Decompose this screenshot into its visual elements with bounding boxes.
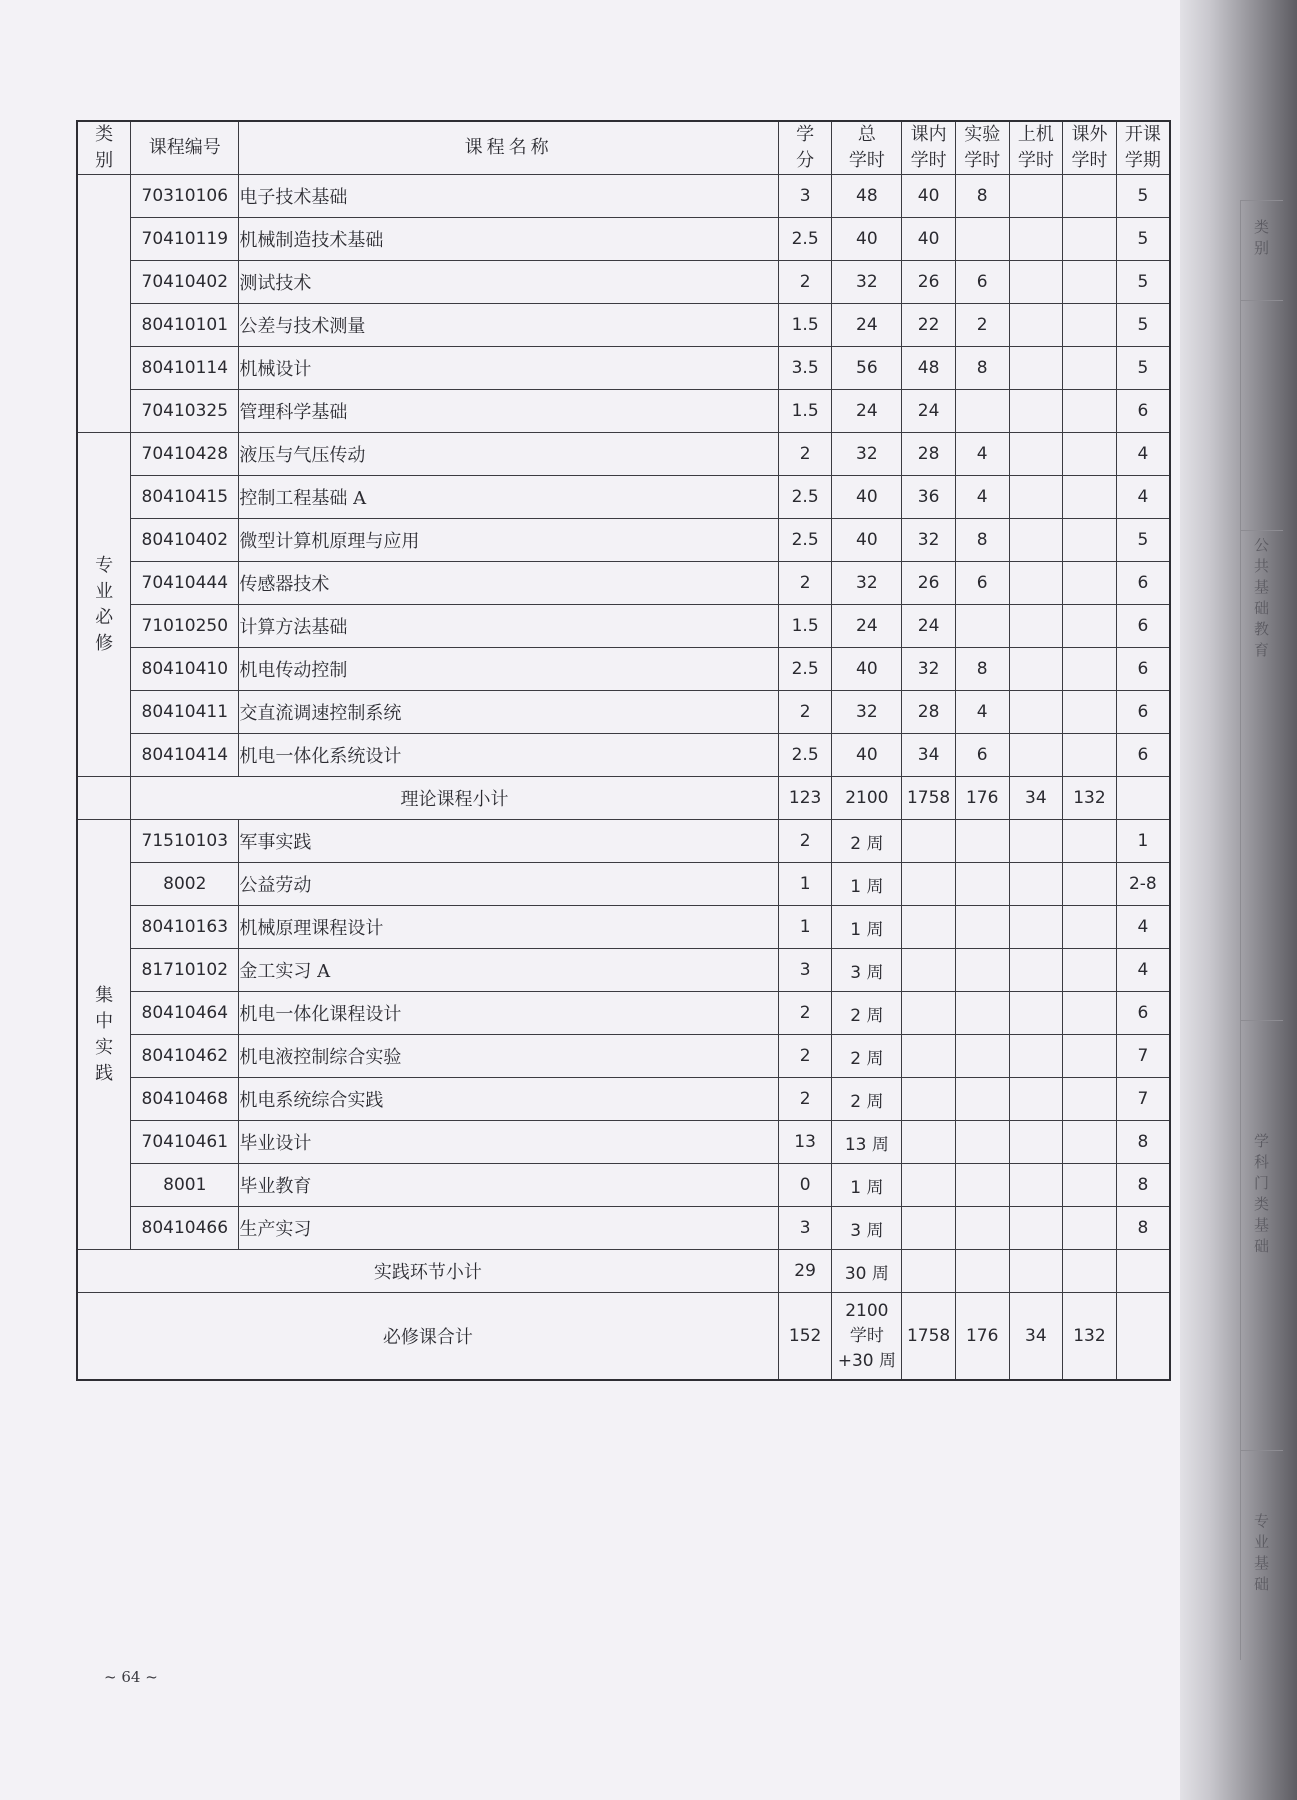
lab-hours-cell <box>955 605 1009 648</box>
course-name: 控制工程基础 A <box>239 476 778 519</box>
semester-cell: 6 <box>1116 390 1170 433</box>
credits-cell: 2.5 <box>778 519 832 562</box>
computer-hours-cell <box>1009 476 1063 519</box>
side-label-category: 类 别 <box>1241 200 1283 287</box>
total-hours-cell: 1 周 <box>832 906 902 949</box>
lab-hours-cell <box>955 218 1009 261</box>
lab-hours-cell: 8 <box>955 347 1009 390</box>
course-name: 机电系统综合实践 <box>239 1078 778 1121</box>
extra-hours-cell <box>1063 218 1117 261</box>
table-row <box>77 261 1170 304</box>
extra-hours-cell <box>1063 691 1117 734</box>
header-class-hours: 课内 学时 <box>902 121 956 175</box>
credits-cell: 3 <box>778 175 832 218</box>
class-hours-cell: 34 <box>902 734 956 777</box>
extra-hours-cell <box>1063 863 1117 906</box>
extra-hours-cell <box>1063 820 1117 863</box>
lab-hours-cell <box>955 1121 1009 1164</box>
class-hours-cell <box>902 1164 956 1207</box>
computer-hours-cell <box>1009 304 1063 347</box>
lab-hours-cell: 176 <box>955 1293 1009 1381</box>
total-hours-cell: 1 周 <box>832 1164 902 1207</box>
lab-hours-cell <box>955 1164 1009 1207</box>
class-hours-cell: 24 <box>902 390 956 433</box>
lab-hours-cell: 8 <box>955 519 1009 562</box>
course-name: 毕业教育 <box>239 1164 778 1207</box>
lab-hours-cell: 6 <box>955 261 1009 304</box>
total-hours-cell: 2100 学时 +30 周 <box>832 1293 902 1381</box>
course-name: 计算方法基础 <box>239 605 778 648</box>
course-code: 8001 <box>131 1164 239 1207</box>
credits-cell: 29 <box>778 1250 832 1293</box>
computer-hours-cell <box>1009 347 1063 390</box>
total-hours-cell: 24 <box>832 390 902 433</box>
table-row <box>77 691 1170 734</box>
lab-hours-cell: 8 <box>955 648 1009 691</box>
extra-hours-cell <box>1063 1207 1117 1250</box>
course-code: 80410411 <box>131 691 239 734</box>
practice-subtotal-row <box>77 1250 1170 1293</box>
extra-hours-cell <box>1063 476 1117 519</box>
credits-cell: 2.5 <box>778 648 832 691</box>
empty-cell <box>1009 1250 1063 1293</box>
course-code: 80410414 <box>131 734 239 777</box>
course-code: 70410461 <box>131 1121 239 1164</box>
credits-cell: 123 <box>778 777 832 820</box>
computer-hours-cell <box>1009 433 1063 476</box>
class-hours-cell <box>902 992 956 1035</box>
computer-hours-cell <box>1009 863 1063 906</box>
class-hours-cell <box>902 1207 956 1250</box>
class-hours-cell: 26 <box>902 261 956 304</box>
course-name: 机电一体化课程设计 <box>239 992 778 1035</box>
course-name: 机械制造技术基础 <box>239 218 778 261</box>
semester-cell: 5 <box>1116 304 1170 347</box>
credits-cell: 13 <box>778 1121 832 1164</box>
total-hours-cell: 56 <box>832 347 902 390</box>
total-hours-cell: 32 <box>832 433 902 476</box>
class-hours-cell <box>902 949 956 992</box>
lab-hours-cell: 176 <box>955 777 1009 820</box>
empty-cell <box>902 1250 956 1293</box>
course-name: 电子技术基础 <box>239 175 778 218</box>
course-code: 70410402 <box>131 261 239 304</box>
computer-hours-cell <box>1009 261 1063 304</box>
semester-cell: 5 <box>1116 347 1170 390</box>
extra-hours-cell <box>1063 906 1117 949</box>
computer-hours-cell: 34 <box>1009 777 1063 820</box>
total-hours-cell: 2 周 <box>832 820 902 863</box>
computer-hours-cell <box>1009 1035 1063 1078</box>
course-name: 机械原理课程设计 <box>239 906 778 949</box>
class-hours-cell <box>902 906 956 949</box>
total-hours-cell: 32 <box>832 261 902 304</box>
total-hours-cell: 13 周 <box>832 1121 902 1164</box>
course-name: 金工实习 A <box>239 949 778 992</box>
credits-cell: 2.5 <box>778 734 832 777</box>
class-hours-cell: 40 <box>902 218 956 261</box>
semester-cell: 5 <box>1116 519 1170 562</box>
course-plan-table <box>76 120 1171 1381</box>
extra-hours-cell <box>1063 648 1117 691</box>
table-row <box>77 1164 1170 1207</box>
extra-hours-cell <box>1063 519 1117 562</box>
computer-hours-cell <box>1009 1078 1063 1121</box>
empty-cell <box>1116 1250 1170 1293</box>
header-total-hours: 总 学时 <box>832 121 902 175</box>
credits-cell: 2 <box>778 820 832 863</box>
class-hours-cell: 28 <box>902 433 956 476</box>
table-row <box>77 820 1170 863</box>
total-hours-cell: 24 <box>832 605 902 648</box>
extra-hours-cell <box>1063 1035 1117 1078</box>
total-hours-cell: 3 周 <box>832 1207 902 1250</box>
total-hours-cell: 1 周 <box>832 863 902 906</box>
extra-hours-cell: 132 <box>1063 1293 1117 1381</box>
table-row <box>77 304 1170 347</box>
total-hours-cell: 40 <box>832 519 902 562</box>
course-code: 70410444 <box>131 562 239 605</box>
header-credits: 学 分 <box>778 121 832 175</box>
computer-hours-cell <box>1009 519 1063 562</box>
extra-hours-cell <box>1063 261 1117 304</box>
table-row <box>77 605 1170 648</box>
header-extra-hours: 课外 学时 <box>1063 121 1117 175</box>
course-code: 70410325 <box>131 390 239 433</box>
class-hours-cell <box>902 820 956 863</box>
total-hours-cell: 40 <box>832 648 902 691</box>
table-row <box>77 175 1170 218</box>
total-hours-cell: 32 <box>832 691 902 734</box>
class-hours-cell: 48 <box>902 347 956 390</box>
class-hours-cell: 32 <box>902 519 956 562</box>
header-name: 课程名称 <box>239 121 778 175</box>
total-hours-cell: 3 周 <box>832 949 902 992</box>
extra-hours-cell <box>1063 1121 1117 1164</box>
extra-hours-cell <box>1063 1164 1117 1207</box>
table-row <box>77 734 1170 777</box>
lab-hours-cell <box>955 863 1009 906</box>
table-row <box>77 218 1170 261</box>
course-code: 80410114 <box>131 347 239 390</box>
semester-cell: 5 <box>1116 175 1170 218</box>
extra-hours-cell <box>1063 433 1117 476</box>
computer-hours-cell: 34 <box>1009 1293 1063 1381</box>
course-name: 机电传动控制 <box>239 648 778 691</box>
lab-hours-cell <box>955 949 1009 992</box>
credits-cell: 152 <box>778 1293 832 1381</box>
total-hours-cell: 2 周 <box>832 1035 902 1078</box>
class-hours-cell: 1758 <box>902 777 956 820</box>
course-name: 液压与气压传动 <box>239 433 778 476</box>
table-row <box>77 562 1170 605</box>
extra-hours-cell <box>1063 175 1117 218</box>
lab-hours-cell: 8 <box>955 175 1009 218</box>
lab-hours-cell <box>955 390 1009 433</box>
course-code: 80410410 <box>131 648 239 691</box>
course-code: 71510103 <box>131 820 239 863</box>
computer-hours-cell <box>1009 906 1063 949</box>
lab-hours-cell: 4 <box>955 476 1009 519</box>
total-hours-cell: 40 <box>832 734 902 777</box>
course-code: 80410464 <box>131 992 239 1035</box>
course-name: 管理科学基础 <box>239 390 778 433</box>
credits-cell: 3 <box>778 949 832 992</box>
computer-hours-cell <box>1009 820 1063 863</box>
total-hours-cell: 40 <box>832 218 902 261</box>
semester-cell: 6 <box>1116 605 1170 648</box>
semester-cell: 8 <box>1116 1207 1170 1250</box>
class-hours-cell: 32 <box>902 648 956 691</box>
course-name: 测试技术 <box>239 261 778 304</box>
total-hours-cell: 40 <box>832 476 902 519</box>
course-name: 毕业设计 <box>239 1121 778 1164</box>
class-hours-cell: 24 <box>902 605 956 648</box>
course-code: 70310106 <box>131 175 239 218</box>
header-code: 课程编号 <box>131 121 239 175</box>
page-number: ~ 64 ~ <box>104 1668 158 1686</box>
computer-hours-cell <box>1009 605 1063 648</box>
course-code: 71010250 <box>131 605 239 648</box>
credits-cell: 3.5 <box>778 347 832 390</box>
lab-hours-cell: 4 <box>955 691 1009 734</box>
course-code: 80410101 <box>131 304 239 347</box>
credits-cell: 2 <box>778 261 832 304</box>
table-row <box>77 1035 1170 1078</box>
lab-hours-cell <box>955 1078 1009 1121</box>
total-hours-cell: 2 周 <box>832 992 902 1035</box>
header-category: 类 别 <box>77 121 131 175</box>
lab-hours-cell <box>955 992 1009 1035</box>
side-label-public: 公 共 基 础 教 育 <box>1241 530 1283 795</box>
course-name: 公差与技术测量 <box>239 304 778 347</box>
class-hours-cell <box>902 1078 956 1121</box>
side-divider <box>1241 300 1283 301</box>
computer-hours-cell <box>1009 992 1063 1035</box>
extra-hours-cell <box>1063 1078 1117 1121</box>
class-hours-cell <box>902 1121 956 1164</box>
extra-hours-cell <box>1063 605 1117 648</box>
course-name: 传感器技术 <box>239 562 778 605</box>
course-name: 微型计算机原理与应用 <box>239 519 778 562</box>
credits-cell: 0 <box>778 1164 832 1207</box>
course-name: 机电液控制综合实验 <box>239 1035 778 1078</box>
table-row <box>77 992 1170 1035</box>
lab-hours-cell: 6 <box>955 734 1009 777</box>
class-hours-cell: 26 <box>902 562 956 605</box>
lab-hours-cell <box>955 1035 1009 1078</box>
semester-cell: 8 <box>1116 1164 1170 1207</box>
required-total-row <box>77 1293 1170 1381</box>
table-row <box>77 1207 1170 1250</box>
semester-cell <box>1116 777 1170 820</box>
course-name: 公益劳动 <box>239 863 778 906</box>
course-code: 8002 <box>131 863 239 906</box>
semester-cell: 6 <box>1116 691 1170 734</box>
credits-cell: 2 <box>778 562 832 605</box>
semester-cell: 7 <box>1116 1078 1170 1121</box>
table-row <box>77 949 1170 992</box>
course-code: 70410119 <box>131 218 239 261</box>
semester-cell: 8 <box>1116 1121 1170 1164</box>
computer-hours-cell <box>1009 648 1063 691</box>
extra-hours-cell: 132 <box>1063 777 1117 820</box>
course-code: 80410468 <box>131 1078 239 1121</box>
computer-hours-cell <box>1009 691 1063 734</box>
next-page-sidebar <box>1240 200 1283 1660</box>
extra-hours-cell <box>1063 390 1117 433</box>
extra-hours-cell <box>1063 347 1117 390</box>
computer-hours-cell <box>1009 218 1063 261</box>
course-name: 交直流调速控制系统 <box>239 691 778 734</box>
credits-cell: 1.5 <box>778 605 832 648</box>
credits-cell: 2 <box>778 691 832 734</box>
class-hours-cell: 1758 <box>902 1293 956 1381</box>
table-row <box>77 347 1170 390</box>
table-row <box>77 390 1170 433</box>
credits-cell: 1.5 <box>778 304 832 347</box>
class-hours-cell: 28 <box>902 691 956 734</box>
credits-cell: 2 <box>778 992 832 1035</box>
side-label-major: 专 业 基 础 <box>1241 1450 1283 1711</box>
table-row <box>77 863 1170 906</box>
lab-hours-cell: 6 <box>955 562 1009 605</box>
extra-hours-cell <box>1063 992 1117 1035</box>
total-hours-cell: 48 <box>832 175 902 218</box>
course-name: 生产实习 <box>239 1207 778 1250</box>
side-label-discipline: 学 科 门 类 基 础 <box>1241 1020 1283 1431</box>
empty-cell <box>1063 1250 1117 1293</box>
computer-hours-cell <box>1009 390 1063 433</box>
lab-hours-cell: 2 <box>955 304 1009 347</box>
class-hours-cell <box>902 863 956 906</box>
course-code: 70410428 <box>131 433 239 476</box>
credits-cell: 1 <box>778 863 832 906</box>
table-row <box>77 476 1170 519</box>
table-row <box>77 1121 1170 1164</box>
total-hours-cell: 2100 <box>832 777 902 820</box>
semester-cell: 5 <box>1116 218 1170 261</box>
course-code: 80410466 <box>131 1207 239 1250</box>
computer-hours-cell <box>1009 1207 1063 1250</box>
credits-cell: 2.5 <box>778 218 832 261</box>
computer-hours-cell <box>1009 562 1063 605</box>
total-hours-cell: 24 <box>832 304 902 347</box>
class-hours-cell <box>902 1035 956 1078</box>
lab-hours-cell <box>955 820 1009 863</box>
course-code: 80410415 <box>131 476 239 519</box>
lab-hours-cell: 4 <box>955 433 1009 476</box>
header-lab-hours: 实验 学时 <box>955 121 1009 175</box>
total-hours-cell: 32 <box>832 562 902 605</box>
category-cell: 集 中 实 践 <box>77 820 131 1250</box>
credits-cell: 1 <box>778 906 832 949</box>
table-row <box>77 1078 1170 1121</box>
table-row <box>77 648 1170 691</box>
class-hours-cell: 40 <box>902 175 956 218</box>
semester-cell: 4 <box>1116 476 1170 519</box>
semester-cell: 2-8 <box>1116 863 1170 906</box>
semester-cell: 6 <box>1116 648 1170 691</box>
class-hours-cell: 22 <box>902 304 956 347</box>
theory-subtotal-label: 理论课程小计 <box>131 777 779 820</box>
extra-hours-cell <box>1063 949 1117 992</box>
credits-cell: 2 <box>778 1035 832 1078</box>
category-cell: 专 业 必 修 <box>77 433 131 777</box>
course-code: 80410163 <box>131 906 239 949</box>
course-name: 机械设计 <box>239 347 778 390</box>
course-code: 80410402 <box>131 519 239 562</box>
credits-cell: 2 <box>778 433 832 476</box>
credits-cell: 1.5 <box>778 390 832 433</box>
subtotal-category-cell <box>77 777 131 820</box>
header-computer-hours: 上机 学时 <box>1009 121 1063 175</box>
lab-hours-cell <box>955 906 1009 949</box>
semester-cell: 6 <box>1116 562 1170 605</box>
course-name: 军事实践 <box>239 820 778 863</box>
course-code: 80410462 <box>131 1035 239 1078</box>
class-hours-cell: 36 <box>902 476 956 519</box>
table-header-row <box>77 121 1170 175</box>
table-row <box>77 433 1170 476</box>
semester-cell <box>1116 1293 1170 1381</box>
extra-hours-cell <box>1063 562 1117 605</box>
semester-cell: 6 <box>1116 734 1170 777</box>
course-name: 机电一体化系统设计 <box>239 734 778 777</box>
theory-subtotal-row <box>77 777 1170 820</box>
empty-cell <box>955 1250 1009 1293</box>
course-code: 81710102 <box>131 949 239 992</box>
extra-hours-cell <box>1063 304 1117 347</box>
computer-hours-cell <box>1009 1164 1063 1207</box>
total-hours-cell: 30 周 <box>832 1250 902 1293</box>
semester-cell: 4 <box>1116 906 1170 949</box>
semester-cell: 7 <box>1116 1035 1170 1078</box>
extra-hours-cell <box>1063 734 1117 777</box>
computer-hours-cell <box>1009 175 1063 218</box>
semester-cell: 6 <box>1116 992 1170 1035</box>
total-hours-cell: 2 周 <box>832 1078 902 1121</box>
computer-hours-cell <box>1009 1121 1063 1164</box>
credits-cell: 2 <box>778 1078 832 1121</box>
required-total-label: 必修课合计 <box>77 1293 778 1381</box>
credits-cell: 3 <box>778 1207 832 1250</box>
semester-cell: 5 <box>1116 261 1170 304</box>
practice-subtotal-label: 实践环节小计 <box>77 1250 778 1293</box>
category-cell <box>77 175 131 433</box>
computer-hours-cell <box>1009 734 1063 777</box>
semester-cell: 4 <box>1116 433 1170 476</box>
semester-cell: 1 <box>1116 820 1170 863</box>
credits-cell: 2.5 <box>778 476 832 519</box>
computer-hours-cell <box>1009 949 1063 992</box>
table-row <box>77 906 1170 949</box>
table-row <box>77 519 1170 562</box>
header-semester: 开课 学期 <box>1116 121 1170 175</box>
lab-hours-cell <box>955 1207 1009 1250</box>
semester-cell: 4 <box>1116 949 1170 992</box>
